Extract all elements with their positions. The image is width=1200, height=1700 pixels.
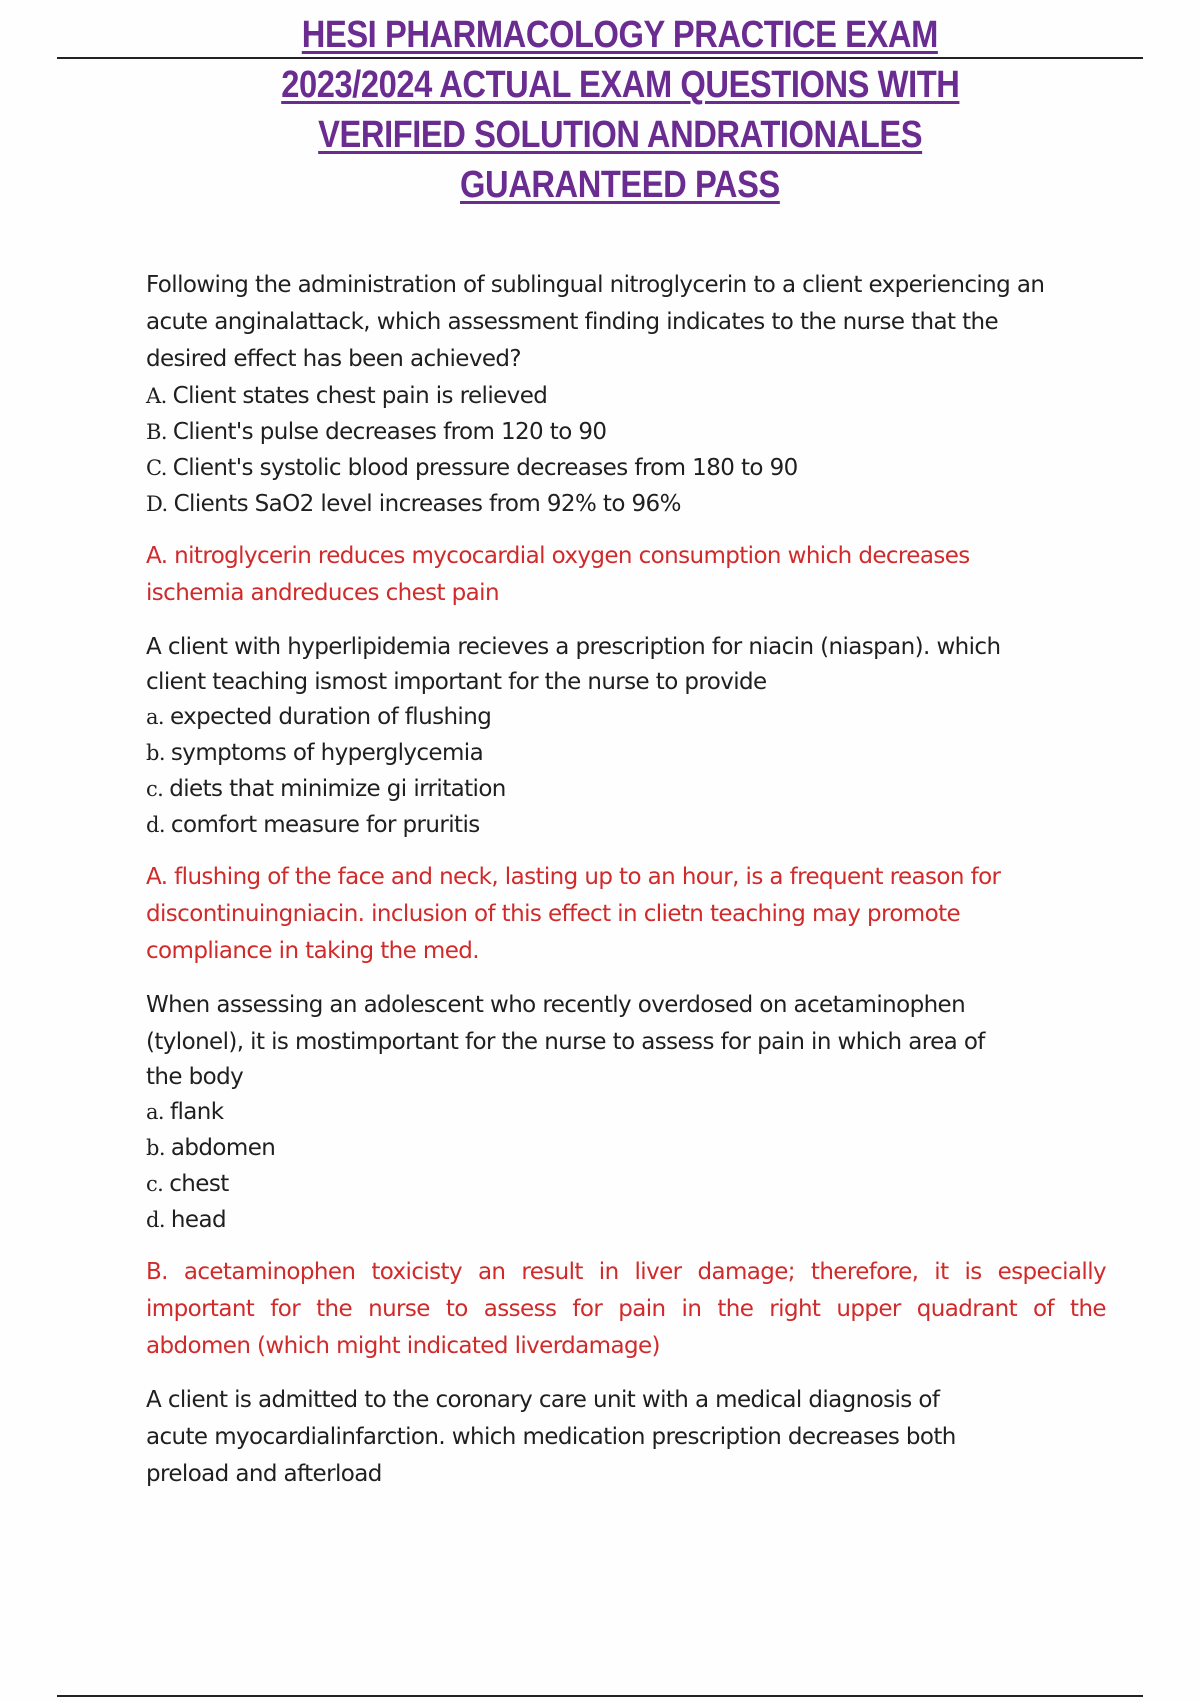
title-line: HESI PHARMACOLOGY PRACTICE EXAM	[301, 14, 939, 56]
rationale-line: abdomen (which might indicated liverdamage)	[146, 1333, 660, 1359]
document-title	[0, 10, 1200, 210]
rationale-line: A. flushing of the face and neck, lasting up to an hour, is a frequent reason for	[146, 864, 1001, 890]
question-line: When assessing an adolescent who recently overdosed on acetaminophen	[146, 992, 966, 1018]
question-block	[146, 629, 1106, 987]
rationale-line: ischemia andreduces chest pain	[146, 580, 499, 606]
question-line: desired effect has been achieved?	[146, 346, 521, 372]
option-text: comfort measure for pruritis	[170, 812, 480, 838]
answer-rationale	[146, 1254, 1106, 1365]
rationale-line: discontinuingniacin. inclusion of this effect in clietn teaching may promote	[146, 901, 961, 927]
option-letter: b.	[146, 1136, 165, 1160]
option-text: Client states chest pain is relieved	[172, 383, 548, 409]
option-text: expected duration of flushing	[170, 704, 492, 730]
answer-option	[146, 1130, 1106, 1166]
bottom-rule	[57, 1695, 1143, 1697]
question-text	[146, 267, 1106, 378]
question-line: (tylonel), it is mostimportant for the nurse to assess for pain in which area of	[146, 1029, 985, 1055]
answer-option	[146, 378, 1106, 414]
option-letter: A.	[146, 384, 167, 408]
answer-option	[146, 735, 1106, 771]
question-line: acute anginalattack, which assessment finding indicates to the nurse that the	[146, 309, 999, 335]
option-letter: B.	[146, 420, 167, 444]
answer-option	[146, 414, 1106, 450]
question-line: Following the administration of sublingual nitroglycerin to a client experiencing an	[146, 272, 1045, 298]
option-letter: C.	[146, 456, 167, 480]
option-letter: c.	[146, 777, 164, 801]
option-letter: a.	[146, 1100, 164, 1124]
question-block	[146, 267, 1106, 629]
option-text: flank	[170, 1099, 224, 1125]
option-text: Client's systolic blood pressure decreases from 180 to 90	[172, 455, 798, 481]
option-text: head	[170, 1207, 226, 1233]
option-letter: a.	[146, 705, 164, 729]
question-line: client teaching ismost important for the nurse to provide	[146, 669, 767, 695]
title-line: 2023/2024 ACTUAL EXAM QUESTIONS WITH	[280, 64, 960, 106]
question-line: A client is admitted to the coronary care unit with a medical diagnosis of	[146, 1387, 940, 1413]
rationale-line: compliance in taking the med.	[146, 938, 479, 964]
option-text: symptoms of hyperglycemia	[170, 740, 484, 766]
rationale-line: important for the nurse to assess for pain in the right upper quadrant of the	[146, 1296, 1106, 1322]
question-text	[146, 987, 1106, 1094]
rationale-line: A. nitroglycerin reduces mycocardial oxygen consumption which decreases	[146, 543, 970, 569]
question-block	[146, 987, 1106, 1382]
question-line: acute myocardialinfarction. which medication prescription decreases both	[146, 1424, 956, 1450]
answer-rationale	[146, 859, 1106, 970]
option-text: chest	[169, 1171, 229, 1197]
question-line: the body	[146, 1064, 244, 1090]
answer-option	[146, 486, 1106, 522]
question-block	[146, 1382, 1106, 1493]
question-line: A client with hyperlipidemia recieves a prescription for niacin (niaspan). which	[146, 634, 1001, 660]
option-letter: c.	[146, 1172, 164, 1196]
option-text: Clients SaO2 level increases from 92% to 96%	[173, 491, 681, 517]
answer-rationale	[146, 538, 1106, 612]
option-letter: D.	[146, 492, 168, 516]
answer-option	[146, 771, 1106, 807]
answer-option	[146, 807, 1106, 843]
question-text	[146, 1382, 1106, 1493]
option-letter: d.	[146, 813, 165, 837]
answer-option	[146, 1166, 1106, 1202]
option-text: diets that minimize gi irritation	[169, 776, 506, 802]
answer-option	[146, 699, 1106, 735]
answer-option	[146, 1094, 1106, 1130]
option-letter: d.	[146, 1208, 165, 1232]
answer-option	[146, 1202, 1106, 1238]
title-line: VERIFIED SOLUTION ANDRATIONALES	[318, 114, 922, 156]
question-line: preload and afterload	[146, 1461, 382, 1487]
answer-option	[146, 450, 1106, 486]
question-text	[146, 629, 1106, 699]
title-line: GUARANTEED PASS	[460, 164, 780, 206]
rationale-line: B. acetaminophen toxicisty an result in liver damage; therefore, it is especially	[146, 1259, 1106, 1285]
option-letter: b.	[146, 741, 165, 765]
option-text: Client's pulse decreases from 120 to 90	[172, 419, 607, 445]
option-text: abdomen	[170, 1135, 276, 1161]
document-body	[146, 267, 1106, 1493]
